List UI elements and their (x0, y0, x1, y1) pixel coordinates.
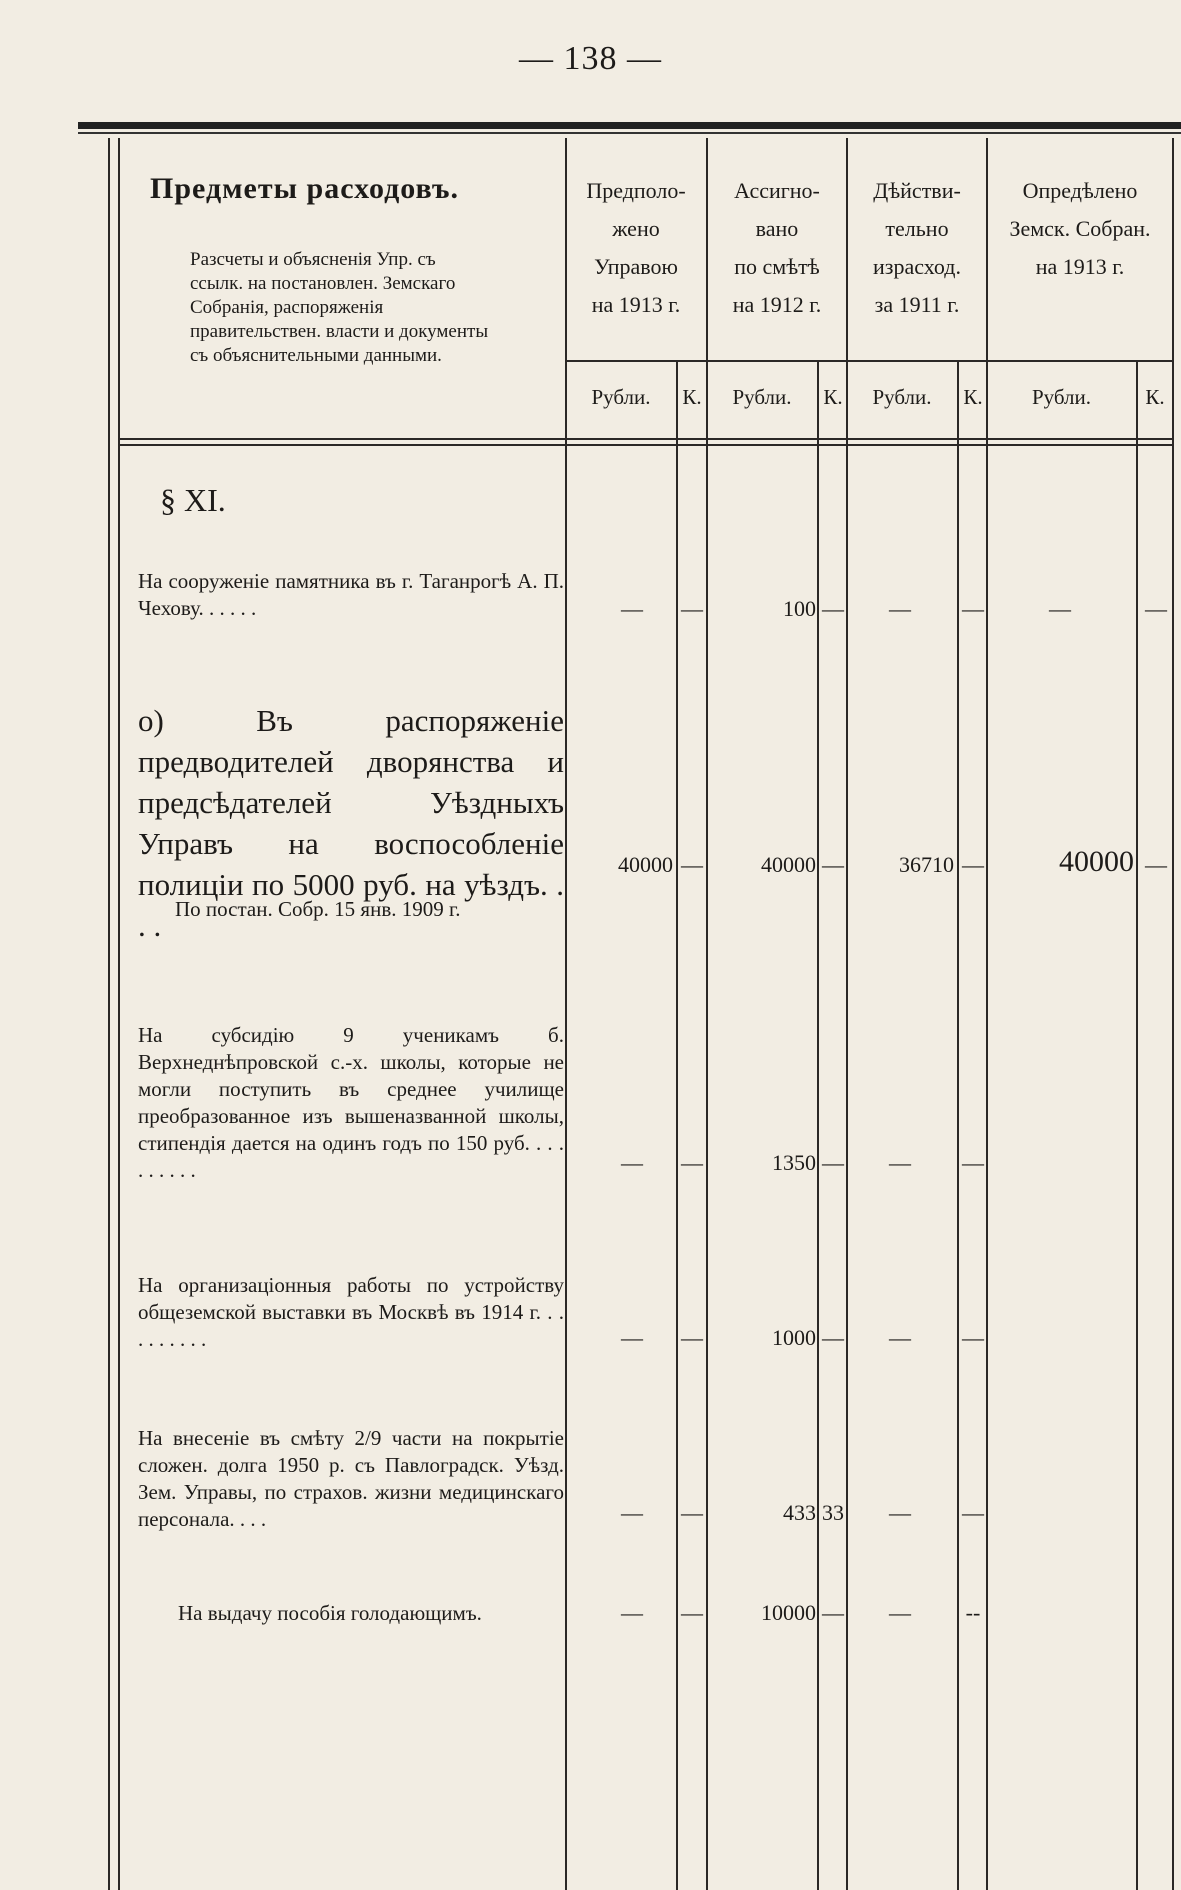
unit-rubles: Рубли. (1031, 385, 1092, 409)
item-note: По постан. Собр. 15 янв. 1909 г. (175, 897, 461, 921)
page-number: — 138 — (519, 40, 662, 77)
item-text: На выдачу пособія голодающимъ. (178, 1601, 482, 1625)
header-subtitle: Разсчеты и объясненія Упр. съ ссылк. на постановлен. Земскаго Собранія, распоряженія правительствен. власти и документы съ объяснительными данными. (190, 249, 489, 366)
unit-kopecks: К. (682, 385, 702, 409)
section-title: § XI. (160, 482, 226, 518)
header-title: Предметы расходовъ. (150, 172, 459, 205)
col-head-proposed: Предполо- жено Управою на 1913 г. (586, 178, 686, 317)
unit-kopecks: К. (1145, 385, 1165, 409)
unit-rubles: Рубли. (591, 385, 651, 409)
item-text-large: о) Въ распоряженіе предводителей дворянства и предсѣдателей Уѣздныхъ Управъ на воспособленіе полиціи по 5000 руб. на уѣздъ. . . . (138, 703, 564, 943)
item-text: На внесеніе въ смѣту 2/9 части на покрытіе сложен. долга 1950 р. съ Павлоградск. Уѣзд. Зем. Управы, по страхов. жизни медицинскаго персонала. . . . (138, 1426, 564, 1531)
item-text: На организаціонныя работы по устройству общеземской выставки въ Москвѣ въ 1914 г. . . . . . . . . . (138, 1273, 564, 1351)
unit-kopecks: К. (963, 385, 983, 409)
col-head-spent: Дѣйстви- тельно израсход. за 1911 г. (873, 178, 961, 317)
item-text: На субсидію 9 ученикамъ б. Верхнеднѣпровской с.-х. школы, которые не могли поступить въ среднее училище преобразованное изъ вышеназванной школы, стипендія дается на одинъ годъ по 150 руб. . . . . . . . . . (138, 1023, 564, 1182)
item-text: На сооруженіе памятника въ г. Таганрогѣ А. П. Чехову. . . . . . (138, 569, 564, 620)
col-head-determined: Опредѣлено Земск. Собран. на 1913 г. (1009, 178, 1151, 279)
unit-rubles: Рубли. (872, 385, 932, 409)
top-rule-thick (78, 122, 1181, 129)
unit-rubles: Рубли. (732, 385, 792, 409)
col-head-assigned: Ассигно- вано по смѣтѣ на 1912 г. (732, 178, 822, 317)
unit-kopecks: К. (823, 385, 843, 409)
top-rule-thin (78, 132, 1181, 134)
